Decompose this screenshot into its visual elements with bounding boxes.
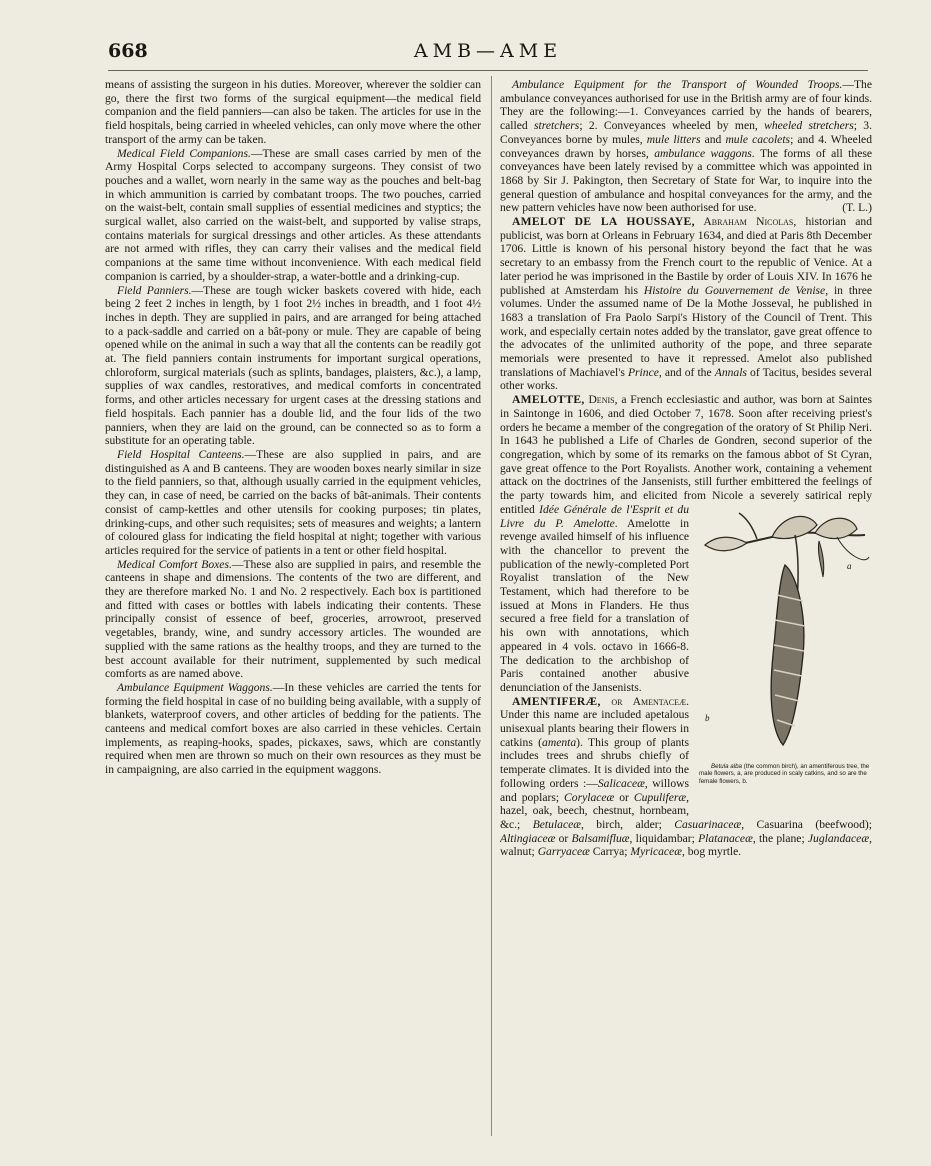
page-number: 668 (108, 40, 148, 62)
subheading: Medical Comfort Boxes. (117, 557, 232, 571)
right-column (500, 78, 872, 1142)
headword: AMENTIFERÆ, (512, 694, 601, 708)
entry-amentiferae: AMENTIFERÆ, or Amentaceæ. Under this name are included apetalous unisexual plants bearing their flowers in catkins (amenta). This group of plants includes trees and shrubs chiefly of temperate climates. It is divided into the following orders :—Salicaceæ, willows and poplars; Corylaceæ or Cupuliferæ, hazel, oak, beech, chestnut, hornbeam, &c.; Betulaceæ, birch, alder; Casuarinaceæ, Casuarina (beefwood); Altingiaceæ or Balsamifluæ, liquidambar; Platanaceæ, the plane; Juglandaceæ, walnut; Garryaceæ Carrya; Myricaceæ, bog myrtle. (500, 694, 872, 859)
headword: AMELOTTE, (512, 393, 585, 407)
subheading: Field Panniers. (117, 283, 192, 297)
paragraph: Field Hospital Canteens.—These are also supplied in pairs, and are distinguished as A and B canteens. They are wooden boxes nearly similar in size to the field panniers, so that, although usually carried in the equipment vehicles, they can, in case of need, be carried on the backs of bât-animals. Their contents consist of camp-kettles and other utensils for cooking purposes; tin plates, drinking-cups, and other such requisites; sets of measures and weights; a lantern of coloured glass for indicating the field hospital at night; together with various articles required for the service of patients in a tent or other field hospital. (105, 447, 481, 557)
column-divider (491, 76, 492, 1136)
subheading: Field Hospital Canteens. (117, 447, 245, 461)
paragraph: Ambulance Equipment for the Transport of Wounded Troops.—The ambulance conveyances authorised for use in the British army are of four kinds. They are the following:—1. Conveyances carried by the hands of bearers, called stretchers; 2. Conveyances wheeled by men, wheeled stretchers; 3. Conveyances borne by mules, mule litters and mule cacolets; and 4. Wheeled conveyances drawn by horses, ambulance waggons. The forms of all these conveyances have been lately revised by a committee which was appointed in 1868 by Sir J. Pakington, then Secretary of State for War, to inquire into the general question of ambulance and hospital conveyances for the army, and the new pattern vehicles have now been authorised for use. (T. L.) (500, 78, 872, 215)
paragraph: Medical Field Companions.—These are small cases carried by men of the Army Hospital Corps selected to accompany surgeons. They consist of two pouches and a wallet, worn nearly in the same way as the pouches and belt-bag in which ammunition is carried by combatant troops. The two pouches, carried on the waist-belt, contain small supplies of essential medicines and styptics; the surgical wallet, also carried on the waist-belt, and supported by valise straps, contains materials for surgical dressings and other articles. As these attendants are not armed with rifles, they can carry their valises and the medical field companions at the same time without inconvenience. With each medical field companion is carried, by a shoulder-strap, a water-bottle and a drinking-cup. (105, 146, 481, 283)
subheading: Medical Field Companions. (117, 146, 251, 160)
entry-amelotte: AMELOTTE, Denis, a French ecclesiastic and author, was born at Saintes in Saintonge in 1606, and died October 7, 1678. Soon after receiving priest's orders he became a member of the congregation of the oratory of St Philip Neri. In 1643 he published a Life of Charles de Gondren, second superior of the congregation, which by some of its remarks on the famous abbot of St Cyran, gave great offence to the Port Royalists. Another work, containing a vehement attack on the doctrines of the Jansenists, still further embittered the feelings of the party towards him, and elicited from Nicole a severely satirical reply entitled a b Betula alba (the common birch), an amentiferous tree, the male flowers, a, are produced in scaly catkins, and so are the female flowers, b. Idée Générale de l'Esprit et du Livre du P. Amelotte. Amelotte in revenge availed himself of his influence with the chancellor to prevent the publication of the newly-completed Port Royalist translation of the New Testament, which had therefore to be issued at Mons in Flanders. He thus secured a free field for a translation of his own with annotations, which appeared in 4 vols. octavo in 1666-8. The dedication to the archbishop of Paris contained another abusive denunciation of the Jansenists. (500, 393, 872, 694)
figure-caption: Betula alba (the common birch), an amentiferous tree, the male flowers, a, are produced in scaly catkins, and so are the female flowers, b. (699, 762, 870, 785)
headword: AMELOT DE LA HOUSSAYE, (512, 215, 695, 229)
header-rule (108, 70, 868, 71)
subheading: Ambulance Equipment for the Transport of Wounded Troops. (512, 78, 843, 91)
figure-label-b: b (705, 712, 710, 723)
birch-illustration (697, 505, 872, 760)
running-head: AMB—AME (413, 40, 563, 62)
page-header (108, 40, 868, 68)
birch-catkin-figure (697, 505, 872, 805)
entry-amelot: AMELOT DE LA HOUSSAYE, Abraham Nicolas, historian and publicist, was born at Orleans in February 1634, and died at Paris 8th December 1706. Little is known of his personal history beyond the fact that he was secretary to an embassy from the French court to the republic of Venice. At a later period he was imprisoned in the Bastile by order of Louis XIV. In 1676 he published at Amsterdam his Histoire du Gouvernement de Venise, in three volumes. Under the assumed name of De la Mothe Josseval, he published in 1683 a translation of Fra Paolo Sarpi's History of the Council of Trent. This work, and especially certain notes added by the translator, gave great offence to the advocates of the unlimited authority of the pope, and three separate memorials were presented to have it repressed. Amelot also published translations of Machiavel's Prince, and of the Annals of Tacitus, besides several other works. (500, 215, 872, 393)
paragraph: means of assisting the surgeon in his duties. Moreover, wherever the soldier can go, there the first two forms of the surgical equipment—the medical field companion and the field panniers—can also be taken. The articles for use in the field hospitals, being carried in wheeled vehicles, can only move where the other transport of the army can be taken. (105, 78, 481, 146)
left-column (105, 78, 481, 1142)
author-signature: (T. L.) (842, 201, 872, 215)
subheading: Ambulance Equipment Waggons. (117, 680, 273, 694)
paragraph: Ambulance Equipment Waggons.—In these vehicles are carried the tents for forming the field hospital in case of no building being available, with a supply of blankets, waterproof covers, and other articles of bedding for the patients. The canteens and medical comfort boxes are also carried in these vehicles. Certain implements, as reaping-hooks, spades, pickaxes, saws, which are constantly required when men are thrown so much on their own resources as they must be in campaigning, are also carried in the equipment waggons. (105, 680, 481, 777)
paragraph: Field Panniers.—These are tough wicker baskets covered with hide, each being 2 feet 2 inches in length, by 1 foot 2½ inches in breadth, and 1 foot 4½ inches in depth. They are supplied in pairs, and are arranged for being attached to a pack-saddle and carried on a bât-pony or mule. They are capable of being opened while on the animal in such a way that all the contents can be readily got at. The field panniers contain instruments for important surgical operations, chloroform, surgical materials (such as splints, bandages, plaisters, &c.), a lamp, supplies of wax candles, restoratives, and medical comforts in concentrated forms, and other articles necessary for urgent cases at the dressing stations and field hospitals. Each pannier has a double lid, and the four lids of the two panniers, when they are laid on the ground, can be connected so as to form a substitute for an operating table. (105, 283, 481, 448)
paragraph: Medical Comfort Boxes.—These also are supplied in pairs, and resemble the canteens in shape and dimensions. The contents of the two are different, and they are therefore marked No. 1 and No. 2 respectively. Each box is partitioned and fitted with cases or bottles with labels indicating their contents. These principally consist of essence of beef, groceries, arrowroot, preserved vegetables, brandy, wine, and sundry accessory articles. The wounded are supplied with the same rations as the healthy troops, and they are turned to the best account available for their nutriment, supplemented by such medical comforts as are named above. (105, 557, 481, 681)
figure-label-a: a (847, 560, 852, 571)
